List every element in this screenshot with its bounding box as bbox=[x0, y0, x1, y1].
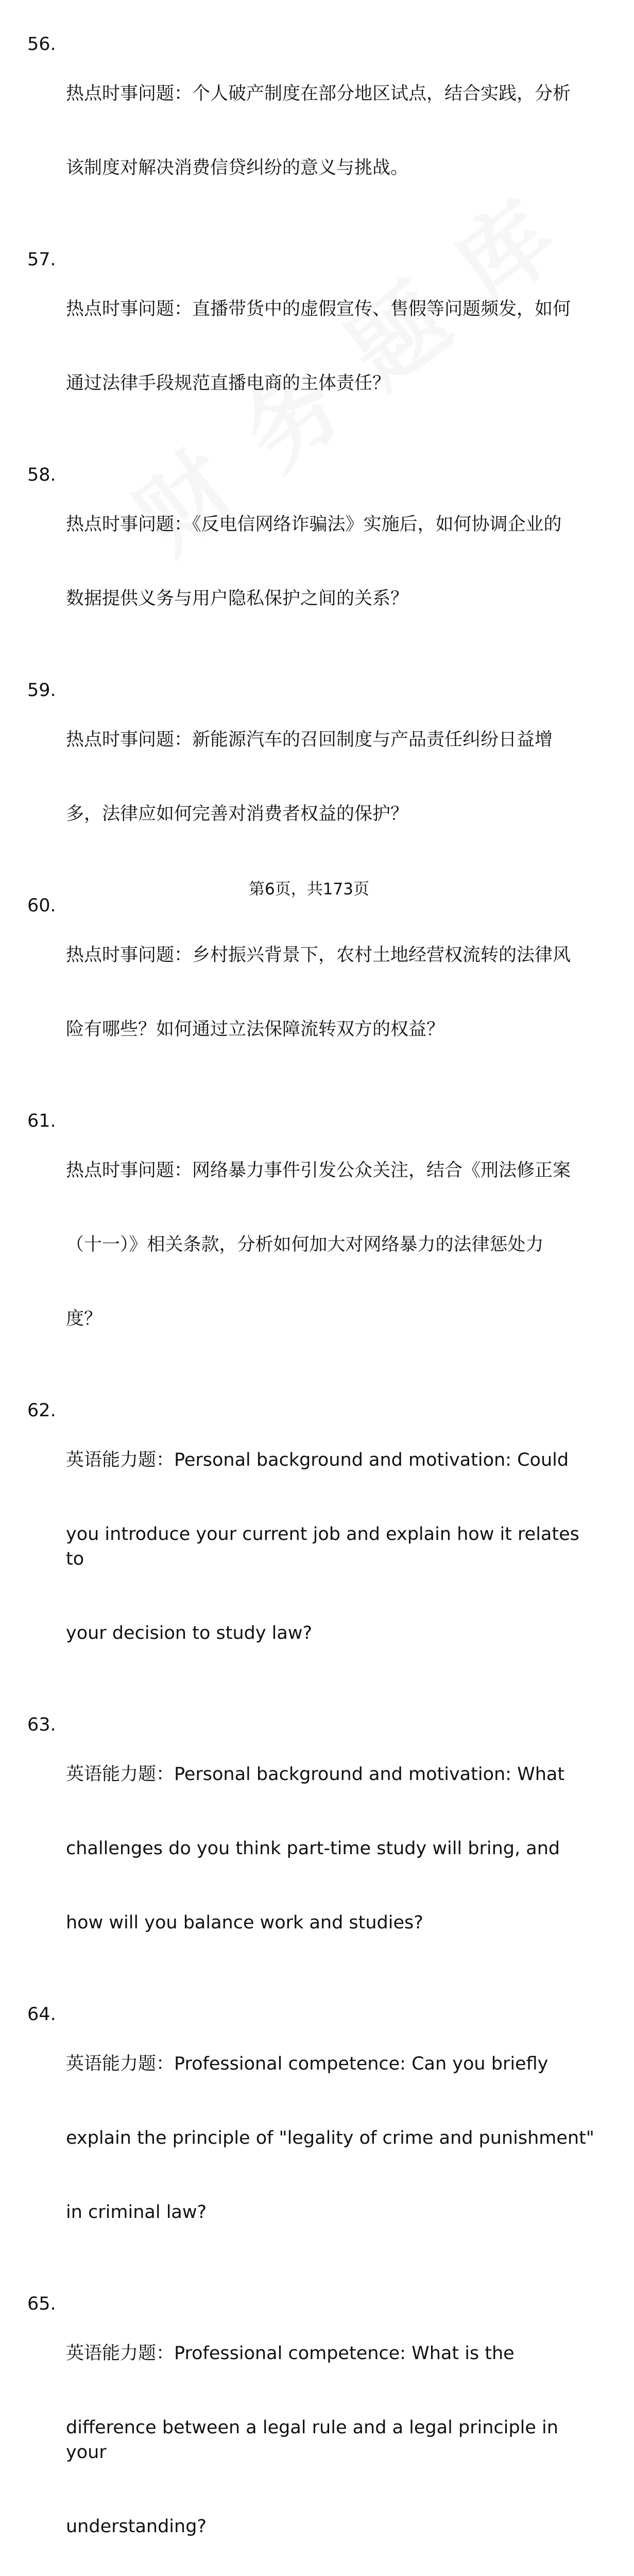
question-line: 通过法律手段规范直播电商的主体责任？ bbox=[66, 373, 391, 394]
question-number: 60. bbox=[27, 895, 56, 916]
question-number: 61. bbox=[27, 1111, 56, 1131]
question-line: 英语能力题：Personal background and motivation: What bbox=[66, 1764, 565, 1785]
question-number: 65. bbox=[27, 2294, 56, 2314]
question-line: you introduce your current job and explain how it relates to bbox=[66, 1524, 585, 1569]
question-text bbox=[66, 247, 602, 445]
question-line: in criminal law? bbox=[66, 2202, 207, 2223]
question-line: your decision to study law? bbox=[66, 1623, 313, 1643]
question-text bbox=[66, 1109, 602, 1381]
question-text bbox=[66, 1713, 602, 1985]
question-number: 64. bbox=[27, 2004, 56, 2025]
question-line: understanding? bbox=[66, 2516, 207, 2537]
question-item bbox=[0, 247, 618, 445]
question-line: 英语能力题：Professional competence: Can you briefly bbox=[66, 2054, 549, 2074]
question-line: 多，法律应如何完善对消费者权益的保护？ bbox=[66, 804, 409, 824]
question-text bbox=[66, 2292, 602, 2576]
question-text bbox=[66, 1398, 602, 1695]
question-line: explain the principle of "legality of crime and punishment" bbox=[66, 2128, 594, 2148]
question-line: 热点时事问题：个人破产制度在部分地区试点，结合实践，分析 bbox=[66, 83, 571, 104]
question-number: 57. bbox=[27, 249, 56, 270]
question-number: 56. bbox=[27, 34, 56, 55]
question-item bbox=[0, 1713, 618, 1985]
question-number: 63. bbox=[27, 1715, 56, 1735]
question-number: 62. bbox=[27, 1400, 56, 1421]
question-list bbox=[0, 32, 618, 2576]
question-text bbox=[66, 678, 602, 876]
question-item bbox=[0, 32, 618, 230]
question-item bbox=[0, 1398, 618, 1695]
question-line: （十一）》相关条款，分析如何加大对网络暴力的法律惩处力 bbox=[66, 1234, 544, 1255]
question-line: 热点时事问题：《反电信网络诈骗法》实施后，如何协调企业的 bbox=[66, 514, 562, 535]
question-line: 热点时事问题：网络暴力事件引发公众关注，结合《刑法修正案 bbox=[66, 1160, 571, 1181]
question-text bbox=[66, 463, 602, 660]
question-item bbox=[0, 463, 618, 660]
question-item bbox=[0, 678, 618, 876]
question-line: 热点时事问题：新能源汽车的召回制度与产品责任纠纷日益增 bbox=[66, 730, 553, 750]
question-text bbox=[66, 893, 602, 1091]
question-item bbox=[0, 1109, 618, 1381]
question-line: difference between a legal rule and a legal principle in your bbox=[66, 2417, 564, 2463]
question-line: 该制度对解决消费信贷纠纷的意义与挑战。 bbox=[66, 158, 409, 178]
question-line: challenges do you think part-time study will bring, and bbox=[66, 1838, 560, 1859]
question-item bbox=[0, 2002, 618, 2274]
question-line: 热点时事问题：乡村振兴背景下，农村土地经营权流转的法律风 bbox=[66, 945, 571, 965]
question-line: 险有哪些？如何通过立法保障流转双方的权益？ bbox=[66, 1019, 445, 1040]
question-line: 英语能力题：Professional competence: What is the bbox=[66, 2343, 515, 2364]
question-line: 热点时事问题：直播带货中的虚假宣传、售假等问题频发，如何 bbox=[66, 299, 571, 319]
question-text bbox=[66, 32, 602, 230]
question-item bbox=[0, 893, 618, 1091]
question-text bbox=[66, 2002, 602, 2274]
question-line: 英语能力题：Personal background and motivation: Could bbox=[66, 1450, 569, 1470]
page-footer: 第6页，共173页 bbox=[249, 880, 369, 899]
question-item bbox=[0, 2292, 618, 2576]
question-line: 度？ bbox=[66, 1309, 102, 1329]
question-number: 59. bbox=[27, 680, 56, 701]
question-number: 58. bbox=[27, 465, 56, 485]
question-line: 数据提供义务与用户隐私保护之间的关系？ bbox=[66, 588, 409, 609]
question-line: how will you balance work and studies? bbox=[66, 1912, 423, 1933]
